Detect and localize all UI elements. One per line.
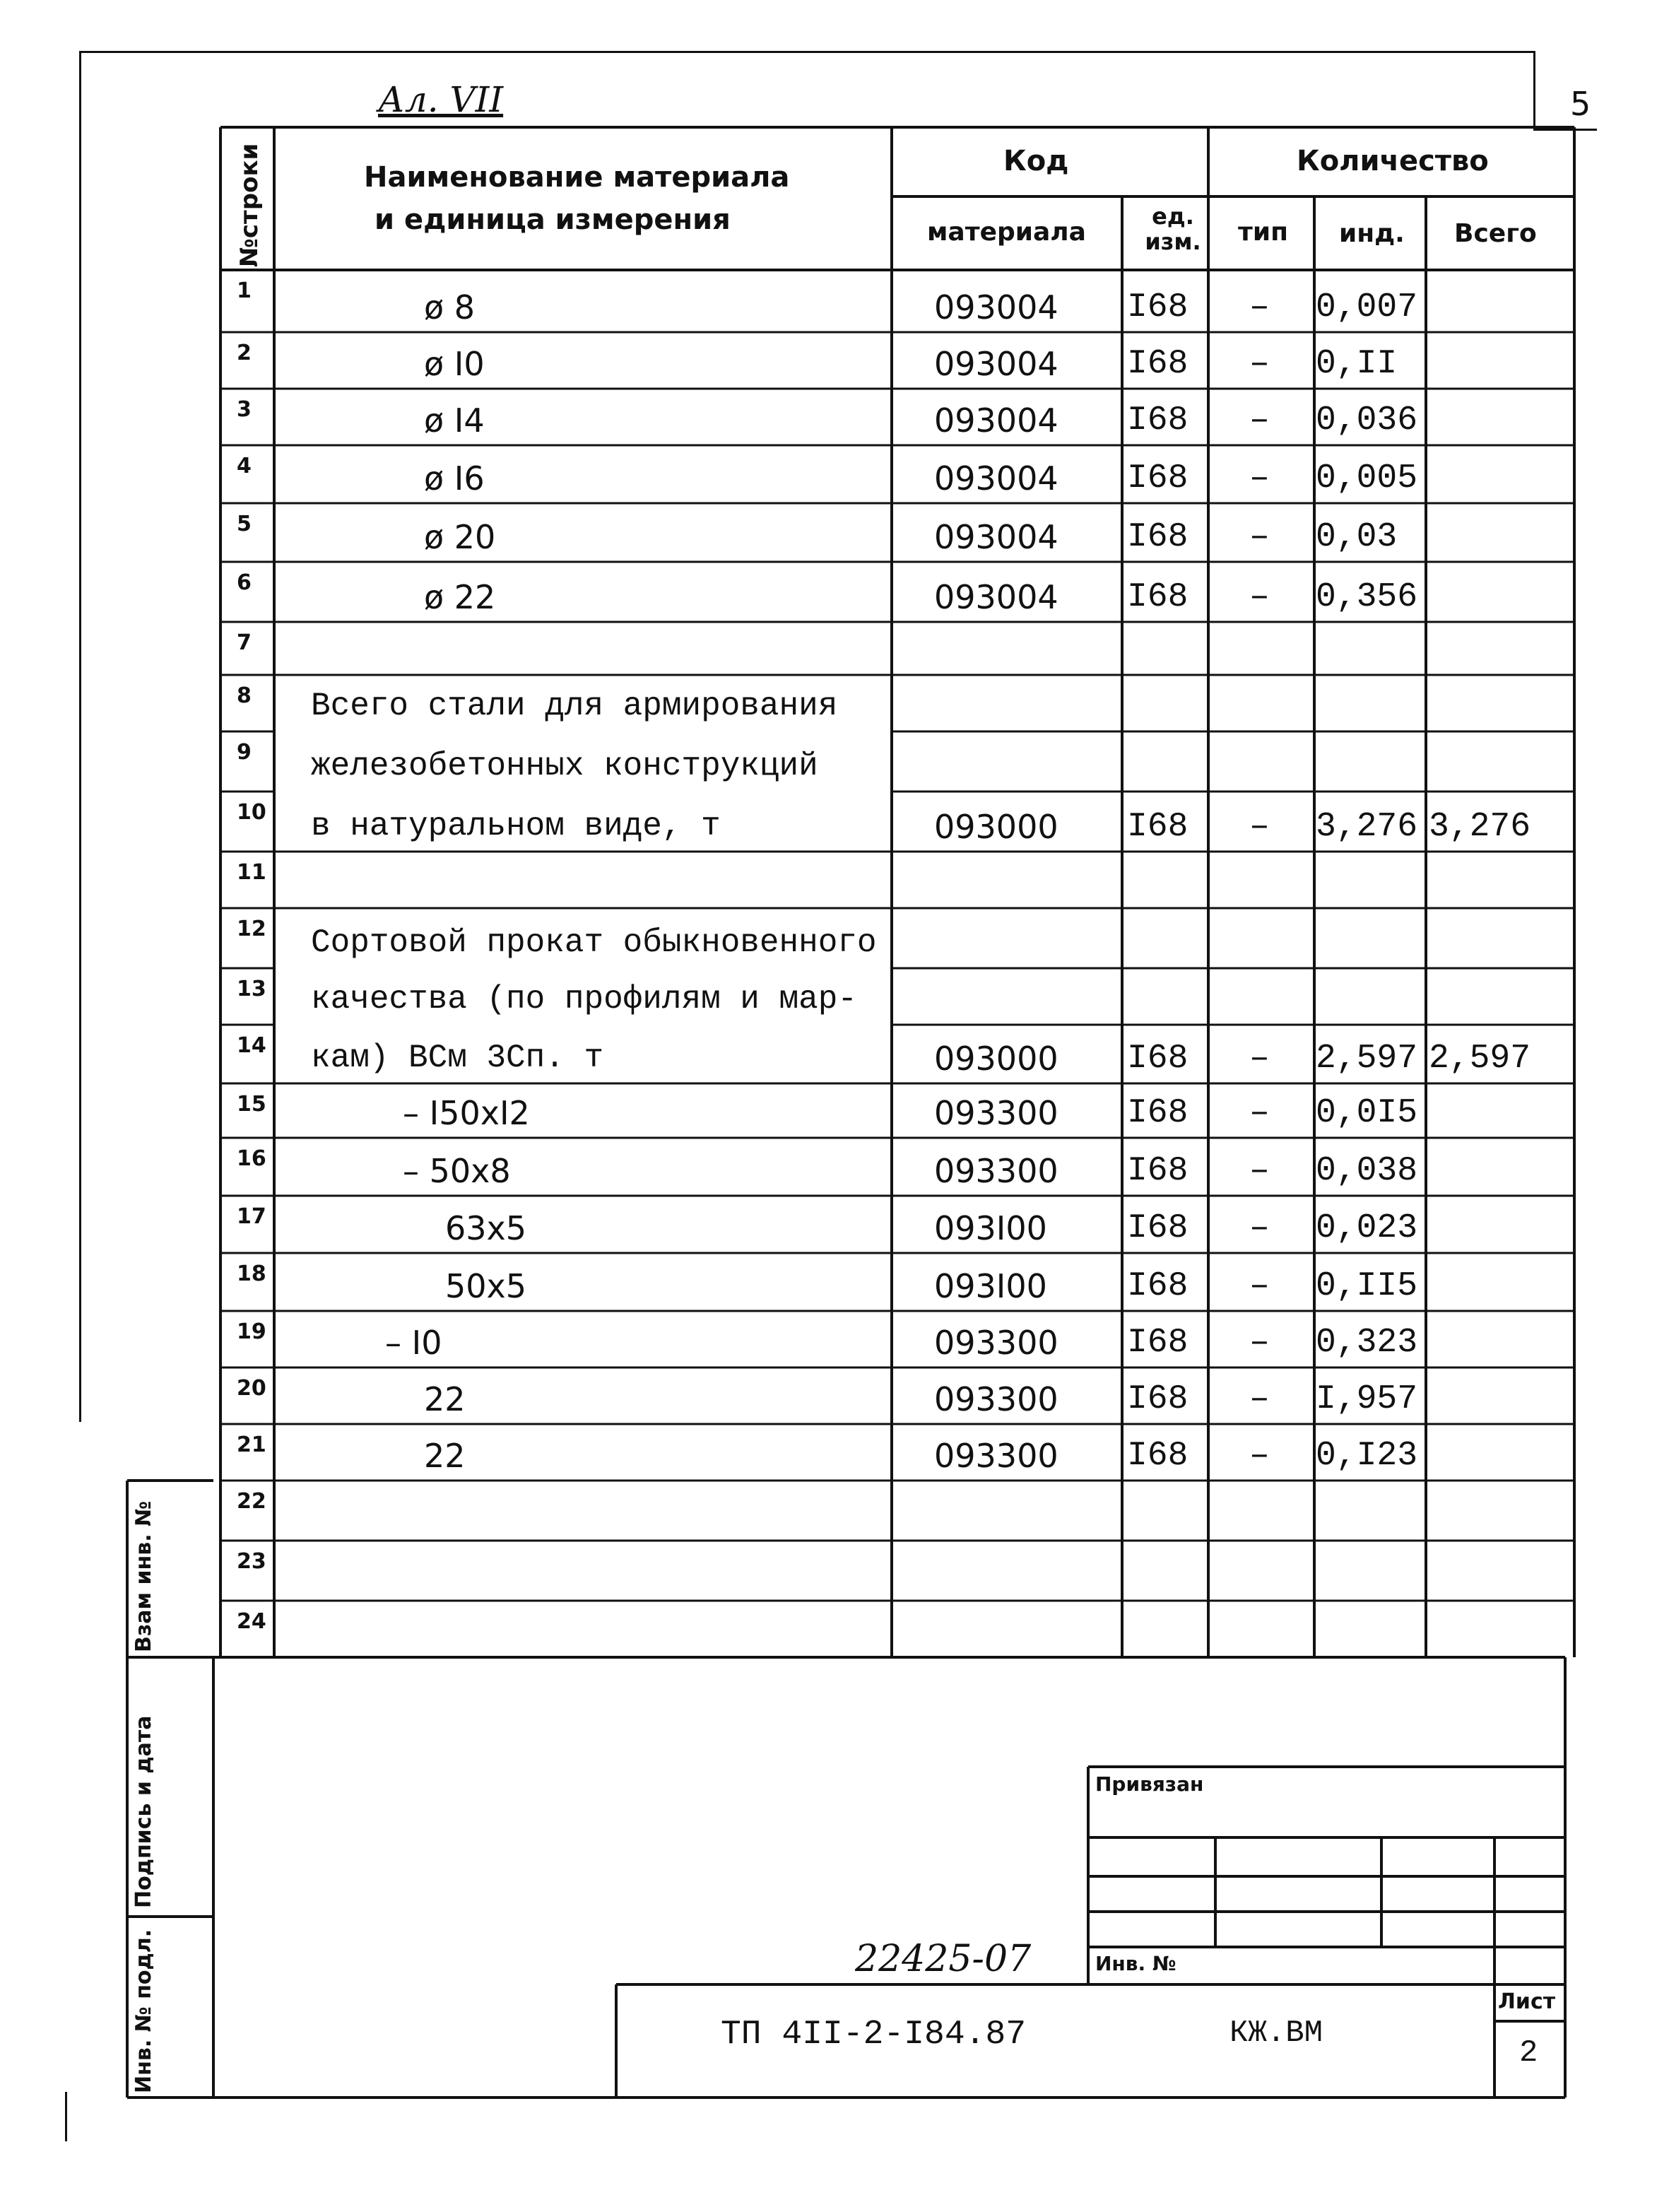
row-number: 13: [237, 977, 266, 1001]
quantity-total: 3,276: [1429, 808, 1531, 846]
side-label-podpis: Подпись и дата: [131, 1715, 156, 1908]
row-number: 4: [237, 454, 252, 478]
quantity-ind: 0,II: [1316, 345, 1398, 383]
material-code: 093300: [934, 1324, 1058, 1362]
row-number: 3: [237, 397, 252, 422]
table-row: [0, 852, 1669, 908]
material-code: 093I00: [934, 1267, 1047, 1305]
quantity-ind: 2,597: [1316, 1040, 1418, 1078]
table-row: [0, 1481, 1669, 1541]
material-name: ø I4: [424, 401, 485, 440]
table-row: [0, 968, 1669, 1025]
table-row: [0, 270, 1669, 332]
quantity-type: –: [1249, 518, 1270, 556]
row-number: 10: [237, 800, 266, 825]
quantity-type: –: [1249, 401, 1270, 440]
unit-code: I68: [1127, 401, 1189, 440]
unit-code: I68: [1127, 1152, 1189, 1190]
table-row: [0, 1311, 1669, 1367]
row-number: 1: [237, 278, 252, 303]
unit-code: I68: [1127, 578, 1189, 616]
header-row-number: №строки: [235, 143, 264, 267]
material-code: 093300: [934, 1437, 1058, 1475]
row-number: 5: [237, 512, 252, 536]
row-number: 20: [237, 1376, 266, 1401]
table-row: [0, 622, 1669, 675]
row-number: 6: [237, 570, 252, 595]
table-row: [0, 389, 1669, 445]
material-name: качества (по профилям и мар-: [311, 981, 857, 1018]
row-number: 22: [237, 1489, 266, 1514]
row-number: 21: [237, 1432, 266, 1457]
material-name: ø 8: [424, 288, 476, 326]
material-name: 50x5: [445, 1267, 527, 1305]
table-row: [0, 731, 1669, 792]
table-row: [0, 1601, 1669, 1657]
stamp-inv-no: Инв. №: [1095, 1952, 1176, 1975]
quantity-ind: 0,038: [1316, 1152, 1418, 1190]
material-name: ø 20: [424, 518, 496, 556]
quantity-type: –: [1249, 345, 1270, 383]
table-row: [0, 1541, 1669, 1601]
row-number: 12: [237, 917, 266, 941]
quantity-type: –: [1249, 288, 1270, 326]
unit-code: I68: [1127, 1380, 1189, 1418]
side-label-inv-podl: Инв. № подл.: [131, 1929, 156, 2093]
material-code: 093300: [934, 1380, 1058, 1418]
header-code: Код: [1003, 145, 1069, 177]
unit-code: I68: [1127, 459, 1189, 498]
table-row: [0, 1083, 1669, 1138]
table-row: [0, 1367, 1669, 1424]
quantity-type: –: [1249, 1040, 1270, 1078]
material-name: – 50x8: [403, 1152, 511, 1190]
material-code: 093004: [934, 578, 1058, 616]
material-code: 093000: [934, 808, 1058, 846]
table-row: [0, 562, 1669, 622]
unit-code: I68: [1127, 1209, 1189, 1247]
quantity-ind: 0,I23: [1316, 1437, 1418, 1475]
material-name: – I0: [385, 1324, 442, 1362]
row-number: 18: [237, 1261, 266, 1286]
quantity-type: –: [1249, 1380, 1270, 1418]
table-row: [0, 332, 1669, 389]
material-name: Всего стали для армирования: [311, 688, 838, 724]
header-code-material: материала: [927, 218, 1086, 247]
stamp-doc-mark: КЖ.ВМ: [1229, 2016, 1323, 2051]
material-code: 093000: [934, 1040, 1058, 1078]
material-code: 093300: [934, 1094, 1058, 1132]
quantity-ind: 3,276: [1316, 808, 1418, 846]
unit-code: I68: [1127, 1437, 1189, 1475]
material-name: кам) ВСм 3Сп. т: [311, 1040, 604, 1076]
quantity-ind: 0,023: [1316, 1209, 1418, 1247]
row-number: 9: [237, 740, 252, 765]
material-name: ø I0: [424, 345, 485, 383]
material-code: 093004: [934, 518, 1058, 556]
quantity-type: –: [1249, 1209, 1270, 1247]
quantity-total: 2,597: [1429, 1040, 1531, 1078]
header-quantity-total: Всего: [1454, 219, 1537, 248]
quantity-type: –: [1249, 459, 1270, 498]
unit-code: I68: [1127, 1040, 1189, 1078]
stamp-handwritten-number: 22425-07: [855, 1938, 1032, 1980]
table-row: [0, 1138, 1669, 1196]
page-number: 5: [1570, 85, 1591, 123]
quantity-type: –: [1249, 1267, 1270, 1305]
row-number: 16: [237, 1146, 266, 1171]
unit-code: I68: [1127, 1324, 1189, 1362]
quantity-type: –: [1249, 578, 1270, 616]
row-number: 15: [237, 1092, 266, 1117]
stamp-doc-code: ТП 4II-2-I84.87: [721, 2016, 1027, 2054]
unit-code: I68: [1127, 518, 1189, 556]
row-number: 23: [237, 1549, 266, 1574]
table-row: [0, 675, 1669, 731]
quantity-type: –: [1249, 1094, 1270, 1132]
unit-code: I68: [1127, 808, 1189, 846]
table-row: [0, 908, 1669, 968]
quantity-ind: 0,323: [1316, 1324, 1418, 1362]
table-row: [0, 445, 1669, 503]
row-number: 11: [237, 860, 266, 885]
header-quantity-ind: инд.: [1339, 219, 1405, 248]
material-name: ø I6: [424, 459, 485, 498]
material-name: – I50xI2: [403, 1094, 530, 1132]
row-number: 7: [237, 630, 252, 655]
quantity-ind: 0,007: [1316, 288, 1418, 326]
header-name-line1: Наименование материала: [364, 161, 790, 194]
table-row: [0, 1196, 1669, 1253]
material-name: Сортовой прокат обыкновенного: [311, 924, 877, 961]
stamp-list-number: 2: [1519, 2035, 1538, 2071]
material-code: 093300: [934, 1152, 1058, 1190]
material-name: 22: [424, 1437, 466, 1475]
material-name: ø 22: [424, 578, 496, 616]
quantity-ind: 0,356: [1316, 578, 1418, 616]
material-code: 093I00: [934, 1209, 1047, 1247]
row-number: 19: [237, 1319, 266, 1344]
material-name: железобетонных конструкций: [311, 748, 818, 784]
table-row: [0, 1025, 1669, 1083]
table-row: [0, 503, 1669, 562]
row-number: 2: [237, 341, 252, 365]
stamp-privyazan: Привязан: [1095, 1772, 1204, 1796]
unit-code: I68: [1127, 288, 1189, 326]
header-code-unit: ед. изм.: [1145, 203, 1201, 255]
header-quantity-type: тип: [1238, 218, 1288, 247]
sheet-label: Ал. VII: [378, 79, 504, 120]
stamp-list-label: Лист: [1498, 1989, 1556, 2014]
material-name: в натуральном виде, т: [311, 808, 721, 845]
unit-code: I68: [1127, 1267, 1189, 1305]
material-code: 093004: [934, 288, 1058, 326]
unit-code: I68: [1127, 1094, 1189, 1132]
table-row: [0, 792, 1669, 852]
quantity-type: –: [1249, 1437, 1270, 1475]
quantity-type: –: [1249, 808, 1270, 846]
table-row: [0, 1253, 1669, 1311]
quantity-ind: 0,005: [1316, 459, 1418, 498]
header-quantity: Количество: [1297, 145, 1489, 177]
quantity-ind: 0,II5: [1316, 1267, 1418, 1305]
side-label-vzam: Взам инв. №: [131, 1500, 156, 1652]
material-name: 22: [424, 1380, 466, 1418]
quantity-ind: I,957: [1316, 1380, 1418, 1418]
header-name-line2: и единица измерения: [375, 204, 731, 236]
material-name: 63x5: [445, 1209, 527, 1247]
material-code: 093004: [934, 459, 1058, 498]
quantity-type: –: [1249, 1152, 1270, 1190]
quantity-ind: 0,036: [1316, 401, 1418, 440]
quantity-type: –: [1249, 1324, 1270, 1362]
unit-code: I68: [1127, 345, 1189, 383]
row-number: 24: [237, 1609, 266, 1634]
material-code: 093004: [934, 401, 1058, 440]
material-code: 093004: [934, 345, 1058, 383]
row-number: 8: [237, 683, 252, 708]
quantity-ind: 0,0I5: [1316, 1094, 1418, 1132]
row-number: 14: [237, 1033, 266, 1058]
row-number: 17: [237, 1204, 266, 1229]
table-row: [0, 1424, 1669, 1481]
quantity-ind: 0,03: [1316, 518, 1398, 556]
